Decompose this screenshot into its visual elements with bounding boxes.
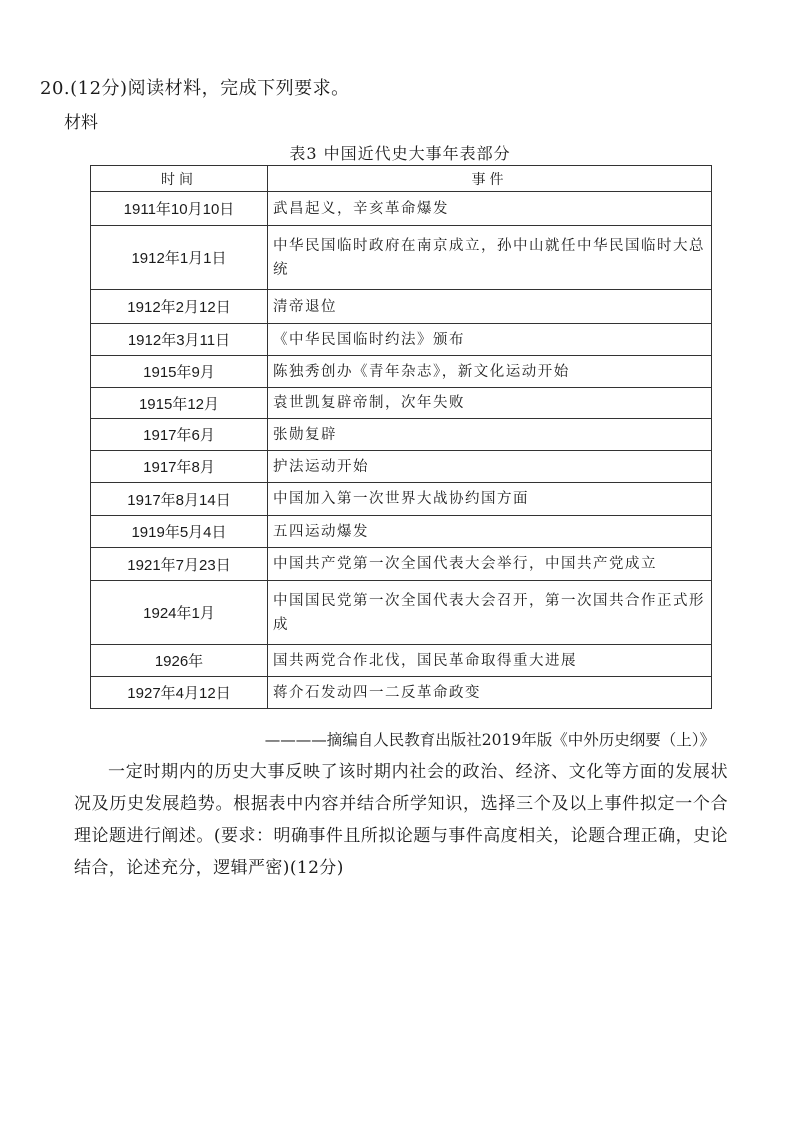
table-row [91,226,712,290]
event-description: 护法运动开始 [268,451,712,483]
event-time: 1921年7月23日 [91,548,268,581]
event-description: 张勋复辟 [268,419,712,451]
header-event: 事件 [268,166,712,192]
event-description: 陈独秀创办《青年杂志》，新文化运动开始 [268,356,712,388]
event-description: 中国国民党第一次全国代表大会召开，第一次国共合作正式形成 [268,581,712,645]
event-description: 中华民国临时政府在南京成立，孙中山就任中华民国临时大总统 [268,226,712,290]
event-description: 中国加入第一次世界大战协约国方面 [268,483,712,516]
event-description: 清帝退位 [268,290,712,324]
event-time: 1915年9月 [91,356,268,388]
event-time: 1917年8月14日 [91,483,268,516]
table-row [91,324,712,356]
table-row [91,451,712,483]
event-time: 1924年1月 [91,581,268,645]
table-caption: 表3 中国近代史大事年表部分 [289,144,511,163]
event-time: 1926年 [91,645,268,677]
table-body [91,192,712,709]
event-description: 袁世凯复辟帝制，次年失败 [268,388,712,419]
table-row [91,645,712,677]
event-time: 1912年3月11日 [91,324,268,356]
table-row [91,388,712,419]
table-row [91,356,712,388]
table-row [91,581,712,645]
event-description: 中国共产党第一次全国代表大会举行，中国共产党成立 [268,548,712,581]
table-row [91,483,712,516]
event-time: 1912年2月12日 [91,290,268,324]
table-header-row [91,166,712,192]
table-row [91,192,712,226]
question-heading: 20.(12分)阅读材料，完成下列要求。 [40,78,350,99]
event-description: 蒋介石发动四一二反革命政变 [268,677,712,709]
material-label: 材料 [64,113,98,133]
event-time: 1919年5月4日 [91,516,268,548]
source-citation: ————摘编自人民教育出版社2019年版《中外历史纲要（上）》 [264,731,715,749]
table-row [91,419,712,451]
question-prompt: 一定时期内的历史大事反映了该时期内社会的政治、经济、文化等方面的发展状况及历史发展趋势。根据表中内容并结合所学知识，选择三个及以上事件拟定一个合理论题进行阐述。(要求：明确事件且所拟论题与事件高度相关，论题合理正确，史论结合，论述充分，逻辑严密)(12分) [74,762,728,878]
event-time: 1912年1月1日 [91,226,268,290]
table-row [91,677,712,709]
event-description: 《中华民国临时约法》颁布 [268,324,712,356]
events-table [90,165,712,709]
event-description: 五四运动爆发 [268,516,712,548]
event-description: 国共两党合作北伐，国民革命取得重大进展 [268,645,712,677]
event-time: 1911年10月10日 [91,192,268,226]
table-row [91,290,712,324]
event-time: 1927年4月12日 [91,677,268,709]
table-row [91,548,712,581]
header-time: 时间 [91,166,268,192]
event-description: 武昌起义，辛亥革命爆发 [268,192,712,226]
event-time: 1917年6月 [91,419,268,451]
event-time: 1915年12月 [91,388,268,419]
table-row [91,516,712,548]
event-time: 1917年8月 [91,451,268,483]
